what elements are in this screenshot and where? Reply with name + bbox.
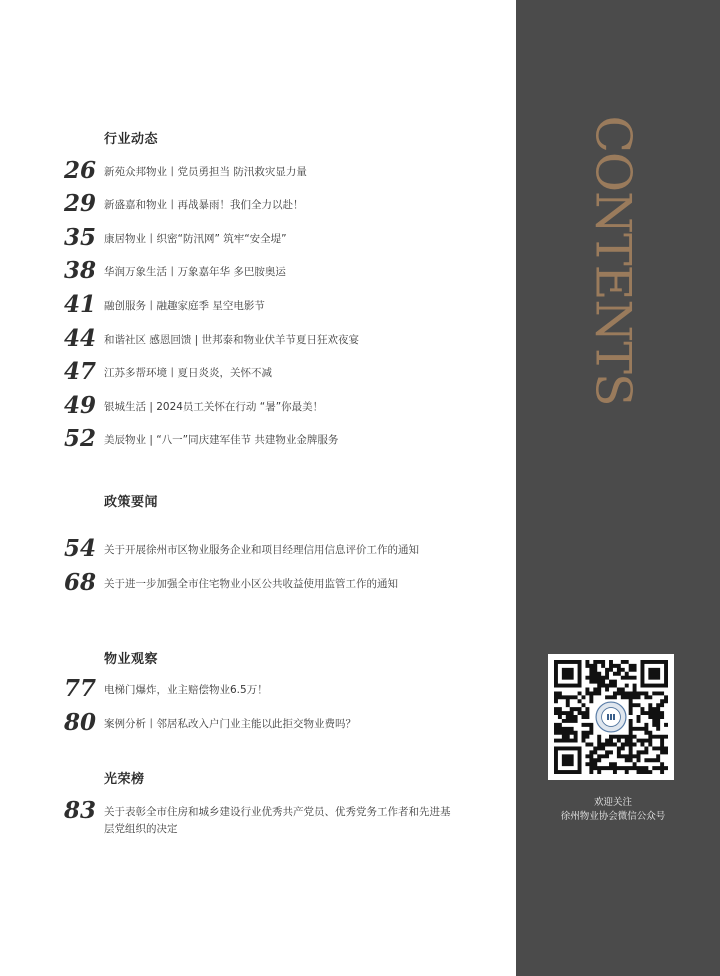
toc-entry[interactable] xyxy=(0,676,516,706)
page-number: 35 xyxy=(64,224,97,251)
entry-title: 银城生活 | 2024员工关怀在行动 “暑”你最美！ xyxy=(104,401,324,413)
toc-entry[interactable] xyxy=(0,536,516,566)
toc-entry[interactable] xyxy=(0,359,516,389)
toc-entry[interactable] xyxy=(0,710,516,740)
toc-entry[interactable] xyxy=(0,393,516,423)
toc-entry[interactable] xyxy=(0,225,516,255)
page-number: 47 xyxy=(64,358,97,385)
section-title: 政策要闻 xyxy=(104,495,159,510)
page-number: 29 xyxy=(64,190,97,217)
toc-entry[interactable] xyxy=(0,326,516,356)
page-number: 83 xyxy=(64,797,97,824)
page-number: 41 xyxy=(64,291,97,318)
page-number: 26 xyxy=(64,157,97,184)
entry-title: 和谐社区 感恩回馈 | 世邦泰和物业伏羊节夏日狂欢夜宴 xyxy=(104,334,360,346)
section-title: 行业动态 xyxy=(104,132,159,147)
entry-title: 关于进一步加强全市住宅物业小区公共收益使用监管工作的通知 xyxy=(104,578,398,590)
toc-entry[interactable] xyxy=(0,258,516,288)
toc-entry[interactable] xyxy=(0,191,516,221)
page-number: 77 xyxy=(64,675,97,702)
contents-word: CONTENTS xyxy=(584,115,642,406)
page-number: 52 xyxy=(64,425,97,452)
entry-title: 新苑众邦物业丨党员勇担当 防汛救灾显力量 xyxy=(104,166,307,178)
page-number: 49 xyxy=(64,392,97,419)
entry-title: 关于开展徐州市区物业服务企业和项目经理信用信息评价工作的通知 xyxy=(104,544,419,556)
page-number: 38 xyxy=(64,257,97,284)
contents-heading xyxy=(584,88,642,433)
toc-entry[interactable] xyxy=(0,158,516,188)
entry-title: 江苏多帮环境丨夏日炎炎，关怀不减 xyxy=(104,367,272,379)
entry-title: 案例分析丨邻居私改入户门业主能以此拒交物业费吗？ xyxy=(104,718,356,730)
page-number: 54 xyxy=(64,535,97,562)
page-number: 68 xyxy=(64,569,97,596)
toc-entry[interactable] xyxy=(0,798,516,840)
wechat-qr-code[interactable] xyxy=(548,654,674,780)
entry-title: 康居物业丨织密“防汛网” 筑牢“安全堤” xyxy=(104,233,287,245)
section-title: 物业观察 xyxy=(104,652,159,667)
section-title: 光荣榜 xyxy=(104,772,145,787)
entry-title: 美辰物业 | “八一”同庆建军佳节 共建物业金牌服务 xyxy=(104,434,339,446)
entry-title: 电梯门爆炸，业主赔偿物业6.5万！ xyxy=(104,684,268,696)
toc-entry[interactable] xyxy=(0,570,516,600)
entry-title: 关于表彰全市住房和城乡建设行业优秀共产党员、优秀党务工作者和先进基层党组织的决定 xyxy=(104,806,451,835)
toc-entry[interactable] xyxy=(0,292,516,322)
qr-caption-follow: 欢迎关注 xyxy=(593,797,632,808)
toc-entry[interactable] xyxy=(0,426,516,456)
page-number: 44 xyxy=(64,325,97,352)
qr-caption-account: 徐州物业协会微信公众号 xyxy=(560,811,666,822)
qr-code-icon xyxy=(554,660,668,774)
page-number: 80 xyxy=(64,709,97,736)
entry-title: 华润万象生活丨万象嘉年华 多巴胺奥运 xyxy=(104,266,286,278)
entry-title: 新盛嘉和物业丨再战暴雨！我们全力以赴！ xyxy=(104,199,304,211)
entry-title: 融创服务丨融趣家庭季 星空电影节 xyxy=(104,300,265,312)
